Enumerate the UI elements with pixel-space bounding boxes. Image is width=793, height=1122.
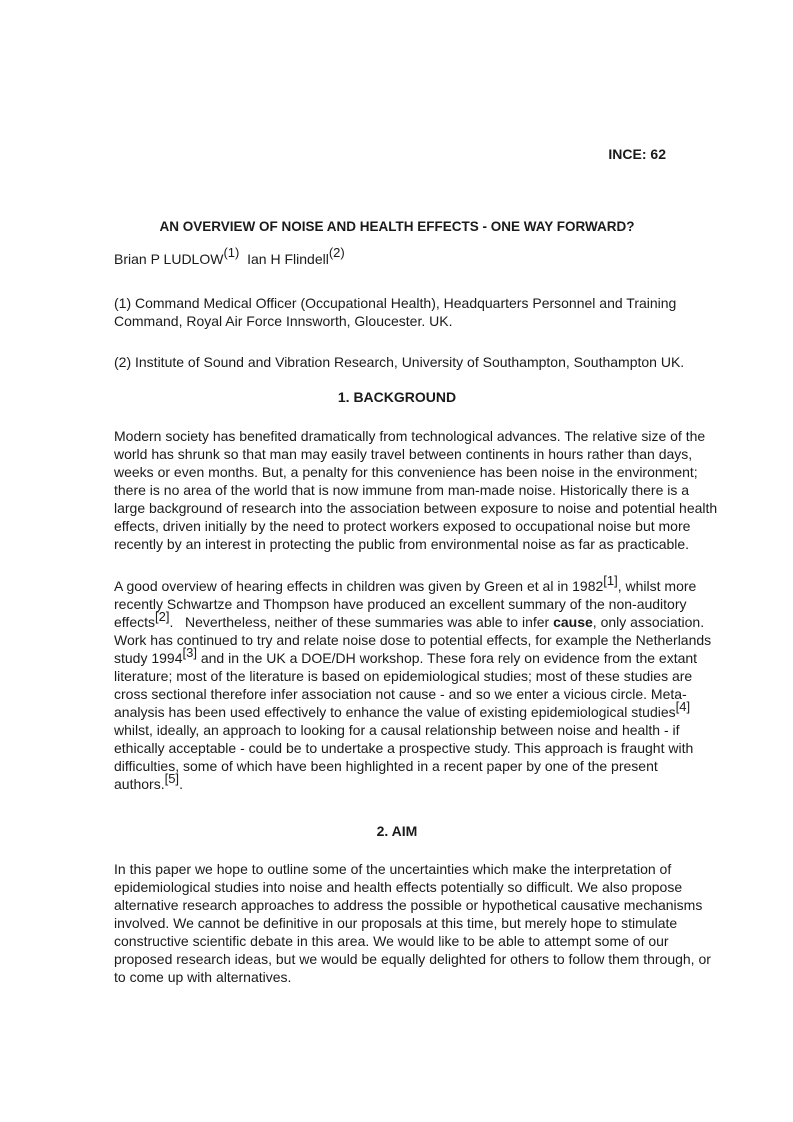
text-line: recently by an interest in protecting the public from environmental noise as far as practicable. bbox=[114, 536, 690, 552]
text-line bbox=[114, 609, 705, 631]
text-line bbox=[114, 771, 684, 793]
paper-title: AN OVERVIEW OF NOISE AND HEALTH EFFECTS - ONE WAY FORWARD? bbox=[159, 219, 635, 234]
reference-code: INCE: 62 bbox=[608, 146, 666, 162]
background-paragraph-1 bbox=[114, 427, 718, 553]
text-line: whilst, ideally, an approach to looking for a causal relationship between noise and health - if bbox=[114, 722, 680, 738]
text-run: effects bbox=[114, 614, 155, 630]
text-run: . bbox=[179, 776, 183, 792]
text-line: recently Schwartze and Thompson have produced an excellent summary of the non-auditory bbox=[114, 596, 687, 612]
text-line: literature; most of the literature is based on epidemiological studies; most of these studies are bbox=[114, 668, 693, 684]
text-run: . Nevertheless, neither of these summaries was able to infer bbox=[169, 614, 554, 630]
author-name: Brian P LUDLOW bbox=[114, 251, 224, 267]
author-affiliation-mark: (1) bbox=[223, 245, 240, 260]
text-line: difficulties, some of which have been highlighted in a recent paper by one of the present bbox=[114, 758, 658, 774]
text-run: study 1994 bbox=[114, 650, 183, 666]
text-line: effects, driven initially by the need to protect workers exposed to occupational noise but more bbox=[114, 518, 691, 534]
text-line bbox=[114, 699, 691, 721]
text-run: and in the UK a DOE/DH workshop. These fora rely on evidence from the extant bbox=[196, 650, 698, 666]
text-line bbox=[114, 645, 698, 667]
author-name: Ian H Flindell bbox=[247, 251, 329, 267]
affiliation-line: Command, Royal Air Force Innsworth, Gloucester. UK. bbox=[114, 313, 453, 329]
text-run: , whilst more bbox=[617, 578, 697, 594]
text-run: A good overview of hearing effects in children was given by Green et al in 1982 bbox=[114, 578, 604, 594]
affiliation-2 bbox=[114, 353, 685, 371]
text-line: to come up with alternatives. bbox=[114, 969, 292, 985]
text-line: In this paper we hope to outline some of the uncertainties which make the interpretation of bbox=[114, 861, 672, 877]
text-line: epidemiological studies into noise and health effects potentially so difficult. We also propose bbox=[114, 879, 683, 895]
text-line bbox=[114, 573, 697, 595]
aim-paragraph bbox=[114, 860, 711, 986]
text-line: Work has continued to try and relate noise dose to potential effects, for example the Netherlands bbox=[114, 632, 712, 648]
citation-ref: [2] bbox=[155, 609, 170, 624]
author-line bbox=[114, 245, 345, 267]
text-line: large background of research into the association between exposure to noise and potential health bbox=[114, 500, 718, 516]
text-run: , only association. bbox=[592, 614, 705, 630]
text-run: analysis has been used effectively to enhance the value of existing epidemiological studies bbox=[114, 704, 676, 720]
text-line: world has shrunk so that man may easily travel between continents in hours rather than days, bbox=[114, 446, 693, 462]
author-affiliation-mark: (2) bbox=[328, 245, 345, 260]
affiliation-1 bbox=[114, 294, 677, 330]
citation-ref: [3] bbox=[182, 645, 197, 660]
text-line: alternative research approaches to address the possible or hypothetical causative mechanisms bbox=[114, 897, 703, 913]
text-line: constructive scientific debate in this area. We would like to be able to attempt some of our bbox=[114, 933, 669, 949]
citation-ref: [1] bbox=[603, 573, 618, 588]
text-line: there is no area of the world that is now immune from man-made noise. Historically there is a bbox=[114, 482, 690, 498]
text-line: cross sectional therefore infer association not cause - and so we enter a vicious circle. Meta- bbox=[114, 686, 687, 702]
text-line: proposed research ideas, but we would be equally delighted for others to follow them through, or bbox=[114, 951, 711, 967]
affiliation-line: (1) Command Medical Officer (Occupational Health), Headquarters Personnel and Training bbox=[114, 295, 677, 311]
citation-ref: [5] bbox=[164, 771, 180, 786]
text-run: authors. bbox=[114, 776, 165, 792]
emphasis-text: cause bbox=[553, 614, 593, 630]
citation-ref: [4] bbox=[675, 699, 691, 714]
text-line: weeks or even months. But, a penalty for this convenience has been noise in the environment; bbox=[114, 464, 698, 480]
text-line: Modern society has benefited dramatically from technological advances. The relative size of the bbox=[114, 428, 706, 444]
text-line: involved. We cannot be definitive in our proposals at this time, but merely hope to stimulate bbox=[114, 915, 678, 931]
text-line: ethically acceptable - could be to undertake a prospective study. This approach is fraught with bbox=[114, 740, 694, 756]
background-paragraph-2 bbox=[114, 573, 712, 793]
section-heading-aim: 2. AIM bbox=[376, 823, 418, 839]
affiliation-line: (2) Institute of Sound and Vibration Research, University of Southampton, Southampton UK. bbox=[114, 354, 685, 370]
section-heading-background: 1. BACKGROUND bbox=[337, 389, 457, 405]
